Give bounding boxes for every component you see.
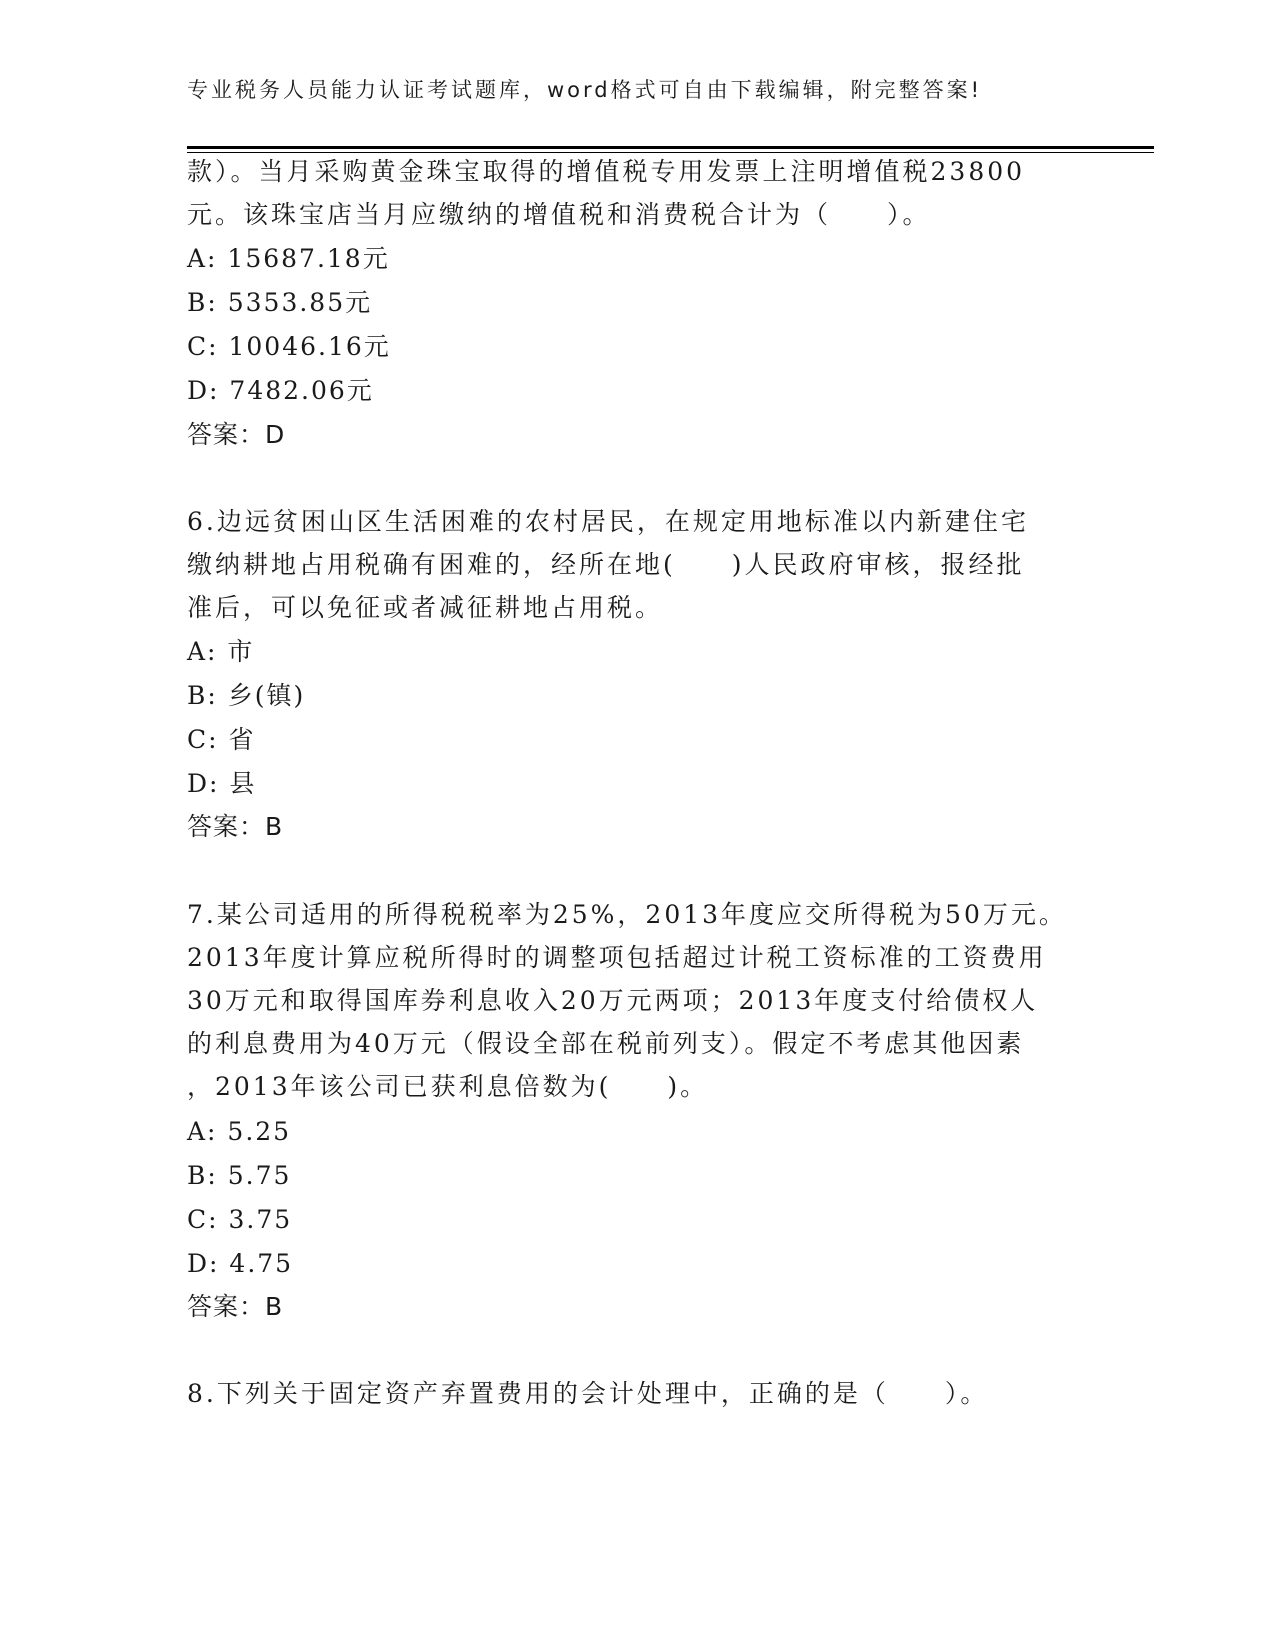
q7-stem-line: 30万元和取得国库券利息收入20万元两项；2013年度支付给债权人 [187, 986, 1039, 1015]
q8-stem-line: 8.下列关于固定资产弃置费用的会计处理中，正确的是（ ）。 [187, 1379, 989, 1408]
q6-stem-line: 准后，可以免征或者减征耕地占用税。 [187, 593, 664, 622]
q7-stem-line: 2013年度计算应税所得时的调整项包括超过计税工资标准的工资费用 [187, 943, 1047, 972]
q5-stem-line: 元。该珠宝店当月应缴纳的增值税和消费税合计为（ ）。 [187, 200, 931, 229]
q7-stem-line: 的利息费用为40万元（假设全部在税前列支）。假定不考虑其他因素 [187, 1029, 1025, 1058]
q5-option-d: D: 7482.06元 [187, 376, 374, 405]
q7-option-b: B: 5.75 [187, 1161, 292, 1190]
q7-option-c: C: 3.75 [187, 1205, 293, 1234]
q6-stem-line: 缴纳耕地占用税确有困难的，经所在地( )人民政府审核，报经批 [187, 550, 1025, 579]
q7-stem-line: ，2013年该公司已获利息倍数为( )。 [187, 1072, 709, 1101]
q6-stem-line: 6.边远贫困山区生活困难的农村居民，在规定用地标准以内新建住宅 [187, 507, 1029, 536]
q6-option-a: A: 市 [187, 637, 255, 666]
q5-option-b: B: 5353.85元 [187, 288, 373, 317]
q6-option-c: C: 省 [187, 725, 256, 754]
header-rule-thin [187, 152, 1154, 153]
q6-option-b: B: 乡(镇) [187, 681, 306, 710]
q5-option-a: A: 15687.18元 [187, 244, 390, 273]
q5-answer: 答案：D [187, 420, 286, 449]
q7-stem-line: 7.某公司适用的所得税税率为25%，2013年度应交所得税为50万元。 [187, 900, 1067, 929]
q7-option-d: D: 4.75 [187, 1249, 294, 1278]
q5-option-c: C: 10046.16元 [187, 332, 391, 361]
q6-option-d: D: 县 [187, 769, 257, 798]
q7-answer: 答案：B [187, 1292, 284, 1321]
document-header: 专业税务人员能力认证考试题库，word格式可自由下载编辑，附完整答案! [187, 78, 983, 102]
q6-answer: 答案：B [187, 812, 284, 841]
q7-option-a: A: 5.25 [187, 1117, 292, 1146]
q5-stem-line: 款）。当月采购黄金珠宝取得的增值税专用发票上注明增值税23800 [187, 157, 1026, 186]
header-rule-thick [187, 146, 1154, 149]
